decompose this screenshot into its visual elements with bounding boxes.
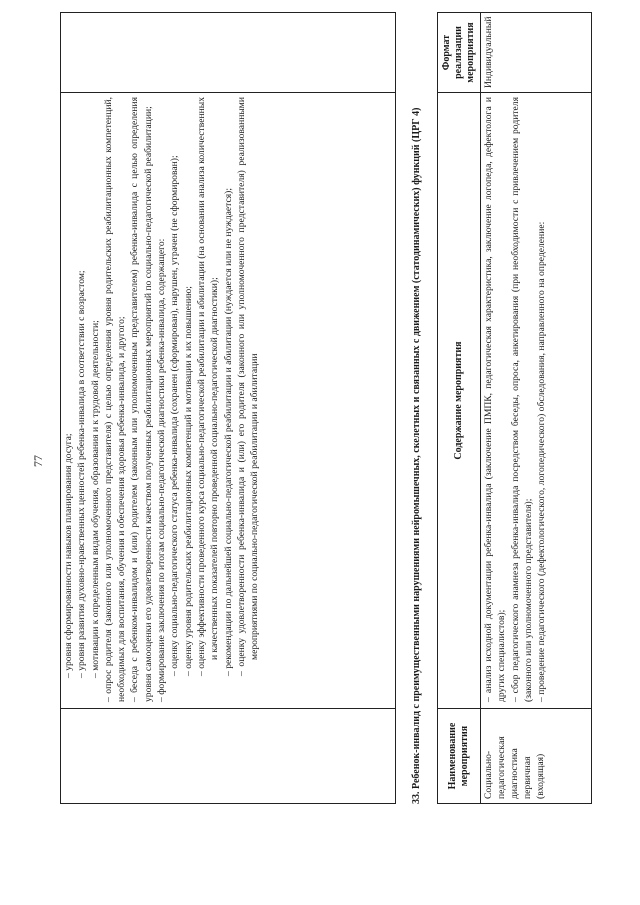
activity-format: Индивидуальный	[481, 13, 592, 93]
empty-name-cell	[61, 709, 396, 804]
empty-format-cell	[61, 13, 396, 93]
activity-name: Социально-педагогическая диагностика первичная (входящая)	[481, 709, 592, 804]
list-item: – рекомендации по дальнейшей социально-педагогической реабилитации и абилитации (нуждается или не нуждается);	[222, 187, 234, 676]
list-item: – проведение педагогического (дефектологического, логопедического) обследования, направленного на определение:	[536, 221, 548, 702]
list-item: – оценку эффективности проведенного курса социально-педагогической реабилитации и абилитации (на основании анализа количественных и качественных показателей повторно проведенной социально-педагогической диагностики);	[195, 97, 221, 676]
section-title: 33. Ребенок-инвалид с преимущественными нарушениями нейромышечных, скелетных и связанных с движением (статодинамических) функций (ЦРГ 4)	[411, 107, 422, 804]
list-item: – уровня сформированности навыков планирования досуга;	[63, 433, 74, 678]
header-format: Формат реализации мероприятия	[438, 13, 481, 93]
list-item: – мотивации к определенным видам обучения, образования и к трудовой деятельности;	[89, 320, 101, 678]
list-item: – сбор педагогического анамнеза ребенка-инвалида посредством беседы, опроса, анкетирования (при необходимости с привлечением родителя (законного или уполномоченного представителя);	[509, 97, 534, 702]
list-item: – опрос родителя (законного или уполномоченного представителя) с целью определения уровня родительских реабилитационных компетенций, необходимых для воспитания, обучения и обеспечения здоровья ребенка-инвалида, и другого;	[102, 97, 128, 702]
header-content: Содержание мероприятия	[438, 93, 481, 709]
activity-content	[481, 93, 592, 709]
table-row	[61, 13, 396, 804]
continuation-table	[60, 12, 396, 804]
list-item: – анализ исходной документации ребенка-инвалида (заключение ПМПК, педагогическая характеристика, заключение логопеда, дефектолога и других специалистов);	[483, 97, 508, 702]
page-number: 77	[31, 455, 45, 467]
list-item: – формирование заключения по итогам социально-педагогической диагностики ребенка-инвалида, содержащего:	[156, 238, 168, 702]
header-name: Наименование мероприятия	[438, 709, 481, 804]
list-item: – уровня развития духовно-нравственных ценностей ребенка-инвалида в соответствии с возрастом;	[76, 270, 88, 678]
list-item: – оценку удовлетворенности ребенка-инвалида и (или) его родителя (законного или уполномоченного представителя) реализованными мероприятиями по социально-педагогической реабилитации и абилитации	[235, 97, 261, 676]
list-item: – оценку уровня родительских реабилитационных компетенций и мотивации к их повышению;	[182, 286, 194, 676]
activities-table	[437, 12, 592, 804]
content-cell	[61, 93, 396, 709]
list-item: – беседа с ребенком-инвалидом и (или) родителем (законным или уполномоченным представителем) ребенка-инвалида с целью определения уровня самооценки его удовлетворенности качеством полученных реабилитационных мероприятий по социально-педагогической реабилитации;	[129, 97, 154, 702]
table-row	[481, 13, 592, 804]
header-row	[438, 13, 481, 804]
list-item: – оценку социально-педагогического статуса ребенка-инвалида (сохранен (сформирован), нарушен, утрачен (не сформирован);	[169, 155, 181, 676]
